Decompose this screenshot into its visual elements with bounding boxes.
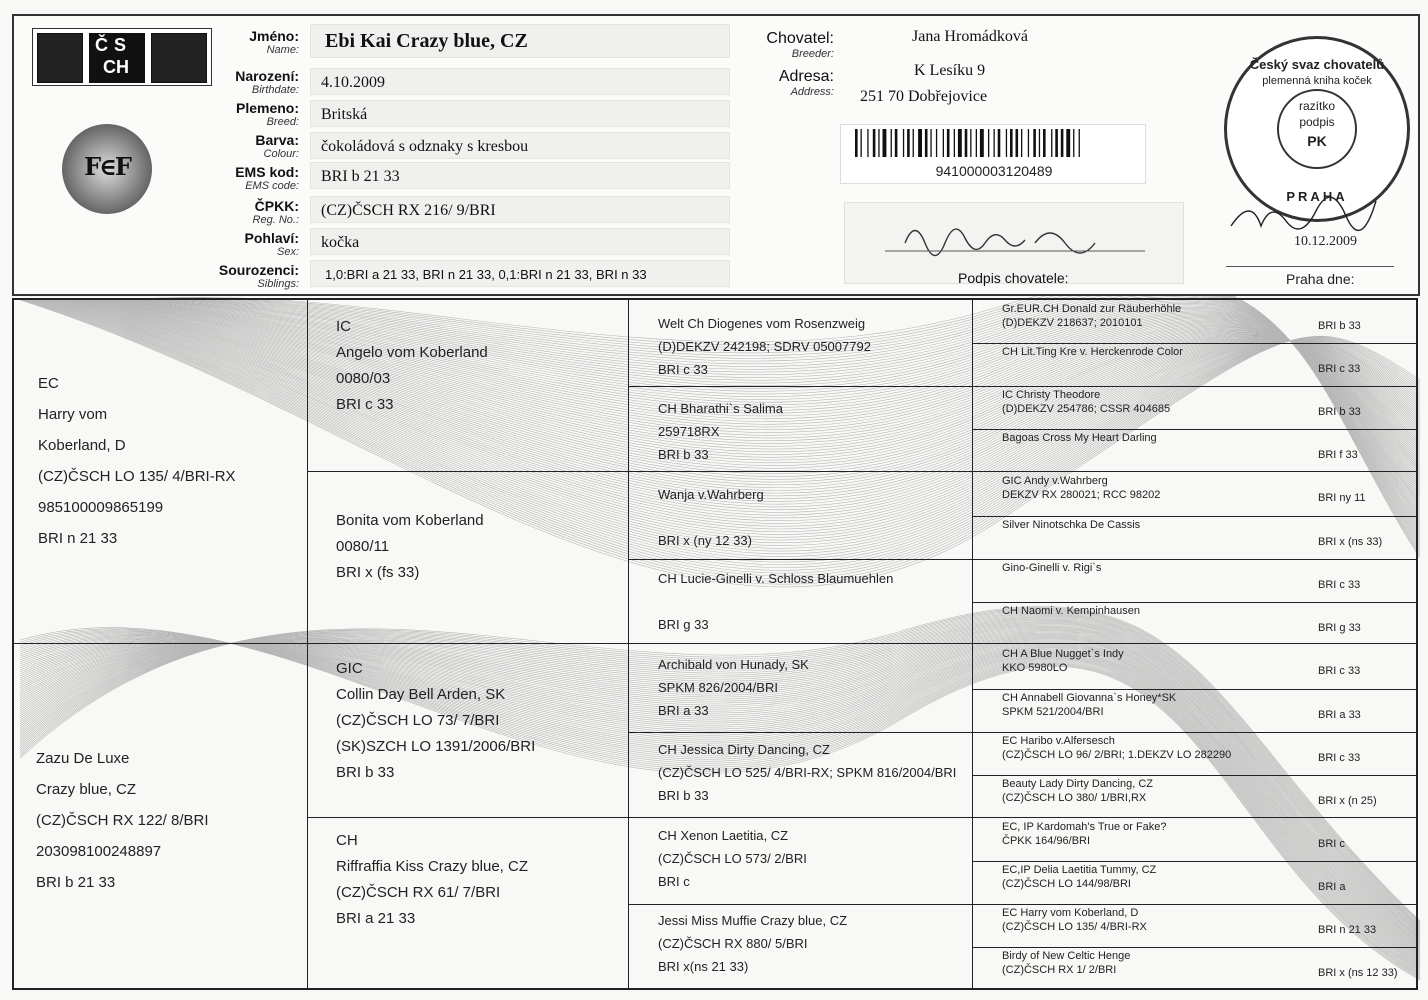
ems-value: BRI b 21 33	[310, 162, 730, 189]
label-siblings: Sourozenci: Siblings:	[218, 262, 299, 290]
gp-line: Bonita vom Koberland	[336, 512, 484, 529]
great-grandparent-6	[658, 738, 956, 807]
ggp-line: CH Lucie-Ginelli v. Schloss Blaumuehlen	[658, 571, 894, 586]
ggp-line: (CZ)ČSCH LO 573/ 2/BRI	[658, 851, 807, 866]
ancestor-name: EC,IP Delia Laetitia Tummy, CZ	[1002, 864, 1157, 876]
cat-name: Ebi Kai Crazy blue, CZ	[310, 24, 730, 58]
ggp-line: BRI g 33	[658, 617, 709, 632]
ggp-line: CH Xenon Laetitia, CZ	[658, 828, 789, 843]
gen4-divider-8	[972, 947, 1418, 948]
ancestor-ems: BRI ny 11	[1318, 492, 1366, 504]
ancestor-ems: BRI c 33	[1318, 363, 1361, 375]
dam-line: BRI b 21 33	[36, 874, 116, 891]
ggp-line: (CZ)ČSCH RX 880/ 5/BRI	[658, 936, 808, 951]
col-divider-3	[972, 300, 973, 990]
issue-date: 10.12.2009	[1294, 234, 1357, 249]
dam-line: Crazy blue, CZ	[36, 781, 137, 798]
ggp-line: CH Bharathi`s Salima	[658, 401, 783, 416]
gp-line: BRI c 33	[336, 396, 394, 413]
ancestor-ems: BRI b 33	[1318, 320, 1361, 332]
gen4-ancestor	[1002, 691, 1412, 731]
ggp-line: BRI x(ns 21 33)	[658, 959, 749, 974]
official-signature	[1226, 186, 1396, 236]
ggp-line: (D)DEKZV 242198; SDRV 05007792	[658, 339, 871, 354]
ancestor-name: EC Harry vom Koberland, D	[1002, 907, 1139, 919]
label-address: Adresa: Address:	[778, 68, 834, 98]
great-grandparent-3	[658, 483, 764, 552]
gp-line: 0080/03	[336, 370, 391, 387]
ancestor-name: CH Naomi v. Kempinhausen	[1002, 605, 1140, 617]
gp-line: (CZ)ČSCH RX 61/ 7/BRI	[336, 884, 501, 901]
colour-value: čokoládová s odznaky s kresbou	[310, 132, 730, 159]
col-divider-2	[628, 300, 629, 990]
stamp-inner-text1: razítko	[1298, 99, 1335, 113]
ancestor-reg: (D)DEKZV 218637; 2010101	[1002, 317, 1143, 329]
col-divider-1	[307, 300, 308, 990]
ancestor-name: CH Lit.Ting Kre v. Herckenrode Color	[1002, 346, 1183, 358]
label-sex: Pohlaví: Sex:	[244, 230, 299, 258]
gp-line: GIC	[336, 660, 363, 677]
ancestor-ems: BRI x (n 25)	[1318, 795, 1377, 807]
ancestor-reg: SPKM 521/2004/BRI	[1002, 706, 1104, 718]
ancestor-reg: (CZ)ČSCH RX 1/ 2/BRI	[1002, 964, 1117, 976]
sire-line: (CZ)ČSCH LO 135/ 4/BRI-RX	[38, 468, 236, 485]
sex-value: kočka	[310, 228, 730, 255]
stamp-inner-text2: podpis	[1299, 115, 1335, 129]
gen3-divider-4	[628, 904, 1418, 905]
birthdate-value: 4.10.2009	[310, 68, 730, 95]
great-grandparent-7	[658, 824, 807, 893]
sire-line: Koberland, D	[38, 437, 126, 454]
ancestor-name: IC Christy Theodore	[1002, 389, 1101, 401]
ggp-line: BRI b 33	[658, 447, 709, 462]
gen4-ancestor	[1002, 345, 1412, 385]
ancestor-reg: (CZ)ČSCH LO 144/98/BRI	[1002, 878, 1131, 890]
stamp-inner-text3: PK	[1307, 133, 1327, 149]
ancestor-reg: KKO 5980LO	[1002, 662, 1068, 674]
ancestor-name: GIC Andy v.Wahrberg	[1002, 475, 1108, 487]
address-line2: 251 70 Dobřejovice	[860, 88, 988, 105]
gp-line: BRI b 33	[336, 764, 395, 781]
pedigree-table	[12, 298, 1418, 990]
label-colour: Barva: Colour:	[255, 132, 299, 160]
reg-value: (CZ)ČSCH RX 216/ 9/BRI	[310, 196, 730, 223]
sire-line: BRI n 21 33	[38, 530, 118, 547]
ggp-line	[658, 590, 893, 613]
great-grandparent-8	[658, 909, 847, 978]
gen4-ancestor	[1002, 431, 1412, 471]
ancestor-reg: ČPKK 164/96/BRI	[1002, 835, 1091, 847]
gp-line: 0080/11	[336, 538, 390, 555]
gen4-ancestor	[1002, 647, 1412, 687]
ancestor-name: Bagoas Cross My Heart Darling	[1002, 432, 1157, 444]
grandparent-1	[336, 314, 488, 418]
gp-line: BRI x (fs 33)	[336, 564, 420, 581]
stamp-inner-ring	[1277, 89, 1357, 169]
gen4-divider-1	[972, 343, 1418, 344]
ancestor-ems: BRI c	[1318, 838, 1345, 850]
ancestor-ems: BRI x (ns 33)	[1318, 536, 1383, 548]
dam-line: 203098100248897	[36, 843, 162, 860]
label-birth: Narození: Birthdate:	[235, 68, 299, 96]
ggp-line: BRI c 33	[658, 362, 708, 377]
gen4-divider-7	[972, 861, 1418, 862]
gen4-ancestor	[1002, 561, 1412, 601]
stamp-mid-text: plemenná kniha koček	[1262, 75, 1372, 87]
label-breed: Plemeno: Breed:	[235, 100, 299, 128]
ancestor-reg: (CZ)ČSCH LO 135/ 4/BRI-RX	[1002, 921, 1147, 933]
ancestor-reg: (CZ)ČSCH LO 380/ 1/BRI,RX	[1002, 792, 1147, 804]
gen4-ancestor	[1002, 906, 1412, 946]
ancestor-ems: BRI b 33	[1318, 406, 1361, 418]
gen2-divider-2	[307, 817, 1418, 818]
ggp-line: BRI b 33	[658, 788, 709, 803]
ancestor-name: CH Annabell Giovanna`s Honey*SK	[1002, 692, 1177, 704]
label-name: Jméno: Name:	[249, 28, 299, 56]
ancestor-reg: (D)DEKZV 254786; CSSR 404685	[1002, 403, 1171, 415]
sire-line: EC	[38, 375, 59, 392]
barcode	[840, 124, 1146, 184]
ancestor-ems: BRI g 33	[1318, 622, 1361, 634]
ancestor-ems: BRI f 33	[1318, 449, 1358, 461]
dam-line: Zazu De Luxe	[36, 750, 130, 767]
ancestor-ems: BRI c 33	[1318, 665, 1361, 677]
gen3-divider-3	[628, 732, 1418, 733]
ancestor-name: Beauty Lady Dirty Dancing, CZ	[1002, 778, 1154, 790]
ancestor-name: Gino-Ginelli v. Rigi`s	[1002, 562, 1102, 574]
gen4-divider-5	[972, 689, 1418, 690]
ggp-line: BRI c	[658, 874, 690, 889]
ggp-line: Welt Ch Diogenes vom Rosenzweig	[658, 316, 866, 331]
breeder-value: Jana Hromádková	[912, 28, 1028, 45]
sire	[38, 368, 236, 554]
label-reg: ČPKK: Reg. No.:	[252, 198, 299, 226]
label-ems: EMS kod: EMS code:	[235, 164, 299, 192]
ggp-line: Wanja v.Wahrberg	[658, 487, 764, 502]
ancestor-reg: (CZ)ČSCH LO 96/ 2/BRI; 1.DEKZV LO 282290	[1002, 749, 1232, 761]
gen4-divider-6	[972, 775, 1418, 776]
ggp-line: BRI x (ny 12 33)	[658, 533, 752, 548]
ancestor-ems: BRI c 33	[1318, 752, 1361, 764]
breeder-signature	[845, 203, 1185, 263]
gen2-divider-1	[307, 471, 1418, 472]
grandparent-4	[336, 828, 528, 932]
gp-line: Angelo vom Koberland	[336, 344, 488, 361]
gp-line: Collin Day Bell Arden, SK	[336, 686, 506, 703]
certificate-header	[12, 14, 1420, 296]
gen4-ancestor	[1002, 777, 1412, 817]
ancestor-reg: DEKZV RX 280021; RCC 98202	[1002, 489, 1161, 501]
ancestor-name: EC Haribo v.Alfersesch	[1002, 735, 1115, 747]
ggp-line	[658, 506, 764, 529]
gp-line: BRI a 21 33	[336, 910, 416, 927]
signature-caption: Podpis chovatele:	[958, 270, 1069, 286]
gen4-ancestor	[1002, 734, 1412, 774]
gen4-divider-2	[972, 429, 1418, 430]
ggp-line: Jessi Miss Muffie Crazy blue, CZ	[658, 913, 848, 928]
ancestor-ems: BRI a	[1318, 881, 1346, 893]
ancestor-name: Gr.EUR.CH Donald zur Räuberhöhle	[1002, 303, 1182, 315]
siblings-value: 1,0:BRI a 21 33, BRI n 21 33, 0,1:BRI n 21 33, BRI n 33	[310, 260, 730, 287]
ancestor-name: CH A Blue Nugget`s Indy	[1002, 648, 1124, 660]
address-line1: K Lesíku 9	[914, 62, 986, 79]
ggp-line: BRI a 33	[658, 703, 709, 718]
label-breeder: Chovatel: Breeder:	[766, 30, 834, 60]
gen4-divider-4	[972, 602, 1418, 603]
ggp-line: CH Jessica Dirty Dancing, CZ	[658, 742, 830, 757]
ancestor-ems: BRI a 33	[1318, 709, 1361, 721]
ancestor-ems: BRI n 21 33	[1318, 924, 1377, 936]
ggp-line: 259718RX	[658, 424, 720, 439]
gp-line: Riffraffia Kiss Crazy blue, CZ	[336, 858, 529, 875]
grandparent-3	[336, 656, 535, 786]
great-grandparent-4	[658, 567, 893, 636]
ancestor-ems: BRI x (ns 12 33)	[1318, 967, 1398, 979]
great-grandparent-5	[658, 653, 809, 722]
gp-line: CH	[336, 832, 358, 849]
barcode-number: 941000003120489	[935, 163, 1053, 179]
ancestor-name: Silver Ninotschka De Cassis	[1002, 519, 1141, 531]
date-line	[1226, 266, 1394, 267]
gen4-ancestor	[1002, 388, 1412, 428]
ggp-line: Archibald von Hunady, SK	[658, 657, 809, 672]
stamp-top-text: Český svaz chovatelů	[1249, 57, 1385, 72]
gen4-ancestor	[1002, 604, 1412, 644]
sire-line: 985100009865199	[38, 499, 164, 516]
ancestor-name: EC, IP Kardomah's True or Fake?	[1002, 821, 1167, 833]
gp-line: (SK)SZCH LO 1391/2006/BRI	[336, 738, 536, 755]
grandparent-2	[336, 508, 484, 586]
fife-logo: F∈F	[62, 124, 152, 214]
ancestor-name: Birdy of New Celtic Henge	[1002, 950, 1131, 962]
gen4-divider-3	[972, 516, 1418, 517]
ancestor-ems: BRI c 33	[1318, 579, 1361, 591]
gen4-ancestor	[1002, 302, 1412, 342]
gen4-ancestor	[1002, 863, 1412, 903]
gp-line: (CZ)ČSCH LO 73/ 7/BRI	[336, 712, 500, 729]
gen3-divider-2	[628, 559, 1418, 560]
ggp-line: (CZ)ČSCH LO 525/ 4/BRI-RX; SPKM 816/2004/BRI	[658, 765, 957, 780]
gen4-ancestor	[1002, 474, 1412, 514]
csch-logo: ČS CH	[32, 28, 212, 86]
dam-line: (CZ)ČSCH RX 122/ 8/BRI	[36, 812, 209, 829]
gen4-ancestor	[1002, 518, 1412, 558]
stamp-bottom-text: PRAHA	[1286, 189, 1348, 204]
barcode-bars	[841, 125, 1147, 161]
gen4-ancestor	[1002, 820, 1412, 860]
sire-line: Harry vom	[38, 406, 108, 423]
great-grandparent-2	[658, 397, 783, 466]
place-caption: Praha dne:	[1286, 271, 1355, 287]
gen4-ancestor	[1002, 949, 1412, 989]
breed-value: Britská	[310, 100, 730, 127]
gen3-divider-1	[628, 386, 1418, 387]
ggp-line: SPKM 826/2004/BRI	[658, 680, 778, 695]
great-grandparent-1	[658, 312, 871, 381]
gp-line: IC	[336, 318, 351, 335]
dam	[36, 743, 209, 898]
